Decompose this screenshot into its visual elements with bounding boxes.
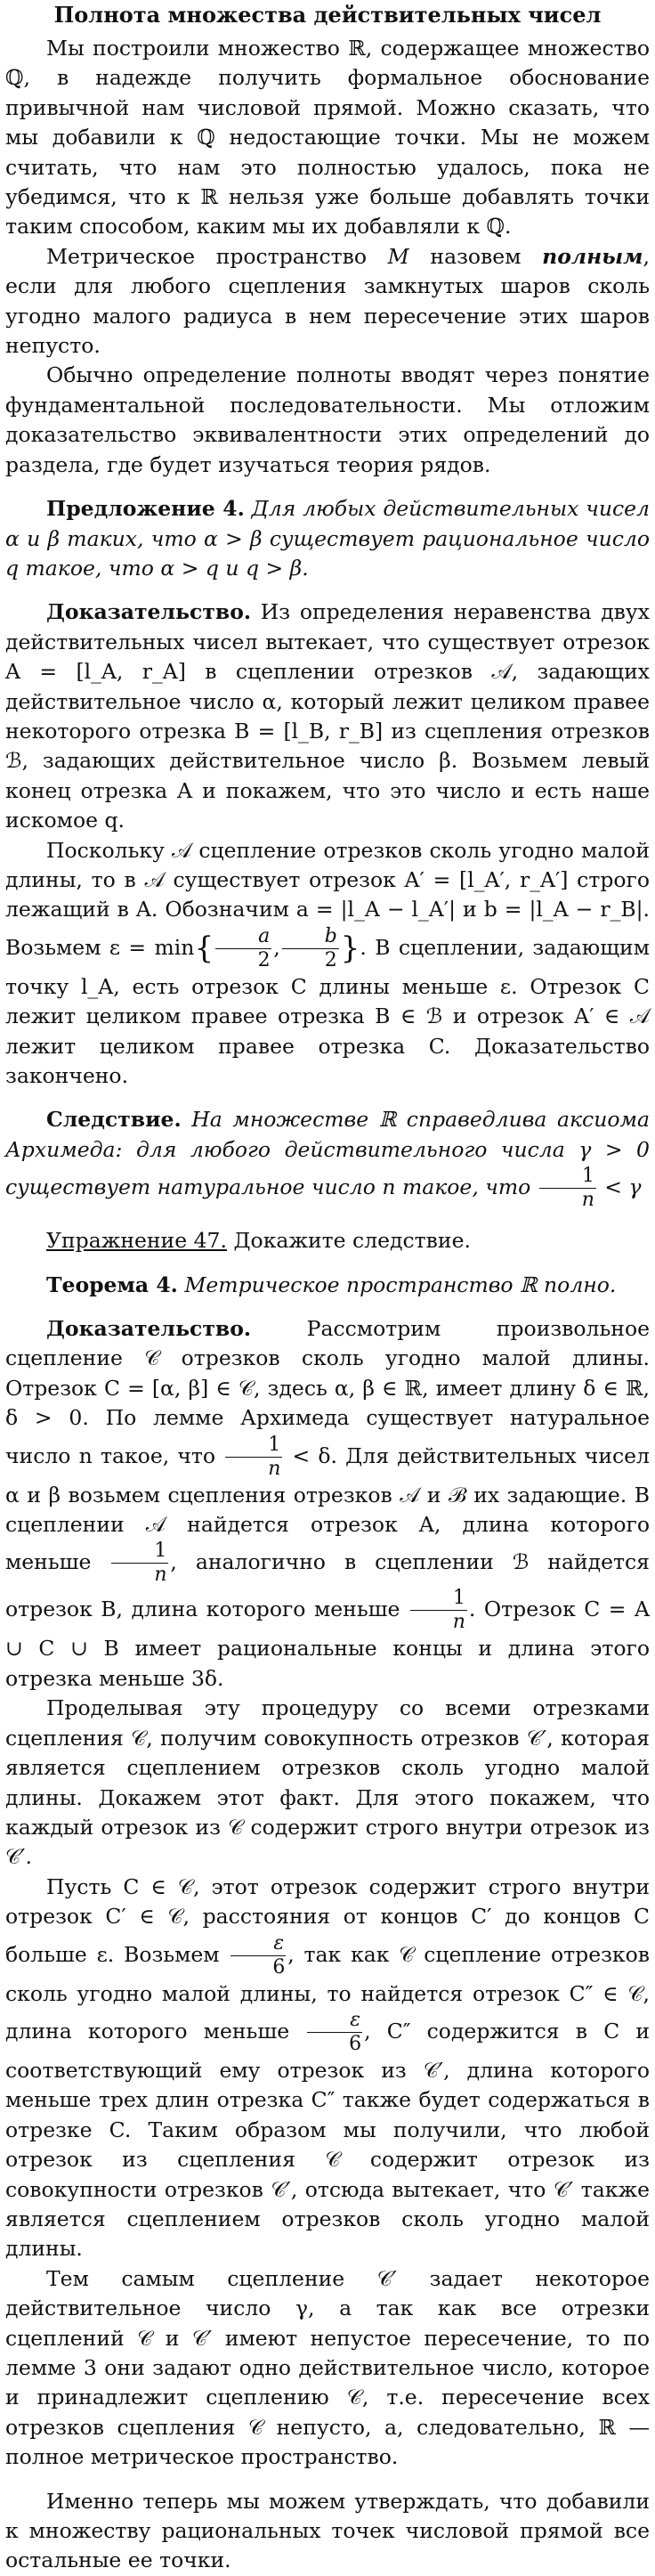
corollary	[5, 1105, 650, 1212]
theorem-4	[5, 1271, 650, 1300]
proposition-4	[5, 494, 650, 583]
intro-paragraph: Мы построили множество ℝ, содержащее множество ℚ, в надежде получить формальное обоснование привычной нам числовой прямой. Можно сказать, что мы добавили к ℚ недостающие точки. Мы не можем считать, что нам это полностью удалось, пока не убедимся, что к ℝ нельзя уже больше добавлять точки таким способом, каким мы их добавляли к ℚ.	[5, 36, 650, 240]
theorem-statement: Метрическое пространство ℝ полно.	[177, 1272, 617, 1297]
fraction-a-over-2: $\frac{a}{2}$	[215, 925, 271, 972]
section-title: Полнота множества действительных чисел	[53, 2, 602, 28]
proof-2-label: Доказательство.	[46, 1316, 252, 1342]
proof-2-p3-c: , C″ содержится в C и соответствующий ему отрезок из 𝒞′, длина которого меньше трех длин отрезка C″ также будет содержаться в отрезке C. Таким образом мы получили, что любой отрезок из сцепления 𝒞 содержит отрезок из совокупности отрезков 𝒞′, отсюда вытекает, что 𝒞′ также является сцеплением отрезков сколь угодно малой длины.	[5, 2018, 650, 2262]
exercise-47	[5, 1226, 650, 1255]
proof-1-label: Доказательство.	[46, 599, 252, 625]
proof-2-s3: , аналогично в сцеплении ℬ найдется отрезок B, длина которого меньше	[5, 1549, 650, 1622]
proof-2-paragraph-1	[5, 1314, 650, 1694]
complete-space-definition	[5, 242, 650, 362]
proof-1-text: Из определения неравенства двух действительных чисел вытекает, что существует отрезок A = [l_A, r_A] в сцеплении отрезков 𝒜, задающих действительное число α, который лежит целиком правее некоторого отрезка B = [l_B, r_B] из сцепления отрезков ℬ, задающих действительное число β. Возьмем левый конец отрезка A и покажем, что это число и есть наше искомое q.	[5, 599, 650, 833]
fraction-1-over-n-1: $\frac{1}{n}$	[225, 1434, 282, 1481]
proposition-label: Предложение 4.	[46, 496, 245, 522]
fraction-1-over-n-2: $\frac{1}{n}$	[111, 1540, 168, 1587]
proof-2-paragraph-3	[5, 1873, 650, 2264]
corollary-label: Следствие.	[46, 1107, 182, 1133]
definition-text-b: назовем	[408, 243, 543, 269]
defined-term: полным	[542, 243, 643, 269]
fraction-1-over-n: $\frac{1}{n}$	[539, 1165, 596, 1212]
proof-2-s1: Рассмотрим произвольное сцепление 𝒞 отрезков сколь угодно малой длины. Отрезок C = [α, β] ∈ 𝒞, здесь α, β ∈ ℝ, имеет длину δ ∈ ℝ, δ > 0. По лемме Архимеда существует натуральное число n такое, что	[5, 1316, 650, 1468]
corollary-statement: На множестве ℝ справедлива аксиома Архимеда: для любого действительного числа γ > 0 существует натуральное число n такое, что	[5, 1107, 650, 1200]
closing-paragraph: Именно теперь мы можем утверждать, что добавили к множеству рациональных точек числовой прямой все остальные ее точки.	[5, 2488, 650, 2573]
fraction-eps-over-6-1: $\frac{\varepsilon}{6}$	[230, 1932, 286, 1979]
fraction-1-over-n-3: $\frac{1}{n}$	[410, 1587, 467, 1634]
fraction-b-over-2: $\frac{b}{2}$	[282, 925, 339, 972]
proof-1-paragraph-2: Поскольку 𝒜 сцепление отрезков сколь угодно малой длины, то в 𝒜 существует отрезок A′ = [l_A′, r_A′] строго лежащий в A. Обозначим a = |l_A − l_A′| и b = |l_A − r_B|. Возьмем ε = min{ $\frac{a}{2}$ , $\frac{b}{2}$ }. В сцеплении, задающим точку l_A, есть отрезок C длины меньше ε. Отрезок C лежит целиком правее отрезка B ∈ ℬ и отрезок A′ ∈ 𝒜 лежит целиком правее отрезка C. Доказательство закончено.	[5, 837, 650, 1088]
fundamental-sequence-note: Обычно определение полноты вводят через понятие фундаментальной последовательности. Мы отложим доказательство эквивалентности этих определений до раздела, где будет изучаться теория рядов.	[5, 362, 650, 477]
proof-1-p2-b: . В сцеплении, задающим точку l_A, есть отрезок C длины меньше ε. Отрезок C лежит целиком правее отрезка B ∈ ℬ и отрезок A′ ∈ 𝒜 лежит целиком правее отрезка C. Доказательство закончено.	[5, 934, 650, 1088]
proof-2-s2: < δ. Для действительных чисел α и β возьмем сцепления отрезков 𝒜 и ℬ их задающие. В сцеплении 𝒜 найдется отрезок A, длина которого меньше	[5, 1442, 650, 1575]
definition-text-a: Метрическое пространство	[46, 243, 388, 269]
corollary-tail: < γ	[597, 1174, 642, 1200]
fraction-eps-over-6-2: $\frac{\varepsilon}{6}$	[307, 2009, 362, 2056]
proof-2-paragraph-4: Тем самым сцепление 𝒞′ задает некоторое действительное число γ, а так как все отрезки сцеплений 𝒞 и 𝒞′ имеют непустое пересечение, то по лемме 3 они задают одно действительное число, которое и принадлежит сцеплению 𝒞, т.е. пересечение всех отрезков сцепления 𝒞 непусто, а, следовательно, ℝ — полное метрическое пространство.	[5, 2265, 650, 2470]
exercise-label: Упражнение 47.	[46, 1228, 227, 1254]
left-brace: {	[194, 930, 214, 966]
exercise-text: Докажите следствие.	[226, 1228, 471, 1254]
proof-1-p2-a: Поскольку 𝒜 сцепление отрезков сколь угодно малой длины, то в 𝒜 существует отрезок A′ = [l_A′, r_A′] строго лежащий в A. Обозначим a = |l_A − l_A′| и b = |l_A − r_B|. Возьмем ε = min	[5, 837, 650, 960]
right-brace: }	[340, 930, 360, 966]
space-symbol: M	[387, 243, 409, 269]
definition-text-c: , если для любого сцепления замкнутых шаров сколь угодно малого радиуса в нем пересечение этих шаров непусто.	[5, 243, 650, 359]
proposition-statement: Для любых действительных чисел α и β таких, что α > β существует рациональное число q такое, что α > q и q > β.	[5, 496, 650, 581]
theorem-label: Теорема 4.	[46, 1272, 178, 1297]
proof-2-p3-b: , так как 𝒞 сцепление отрезков сколь угодно малой длины, то найдется отрезок C″ ∈ 𝒞, длина которого меньше	[5, 1941, 650, 2044]
proof-1-paragraph-1	[5, 597, 650, 835]
proof-2-paragraph-2: Проделывая эту процедуру со всеми отрезками сцепления 𝒞, получим совокупность отрезков 𝒞′, которая является сцеплением отрезков сколь угодно малой длины. Докажем этот факт. Для этого покажем, что каждый отрезок из 𝒞 содержит строго внутри отрезок из 𝒞′.	[5, 1695, 650, 1870]
proof-2-p3-a: Пусть C ∈ 𝒞, этот отрезок содержит строго внутри отрезок C′ ∈ 𝒞, расстояния от концов C′ до концов C больше ε. Возьмем	[5, 1873, 650, 1967]
proof-2-s4: . Отрезок C = A ∪ C ∪ B имеет рациональные концы и длина этого отрезка меньше 3δ.	[5, 1597, 650, 1691]
